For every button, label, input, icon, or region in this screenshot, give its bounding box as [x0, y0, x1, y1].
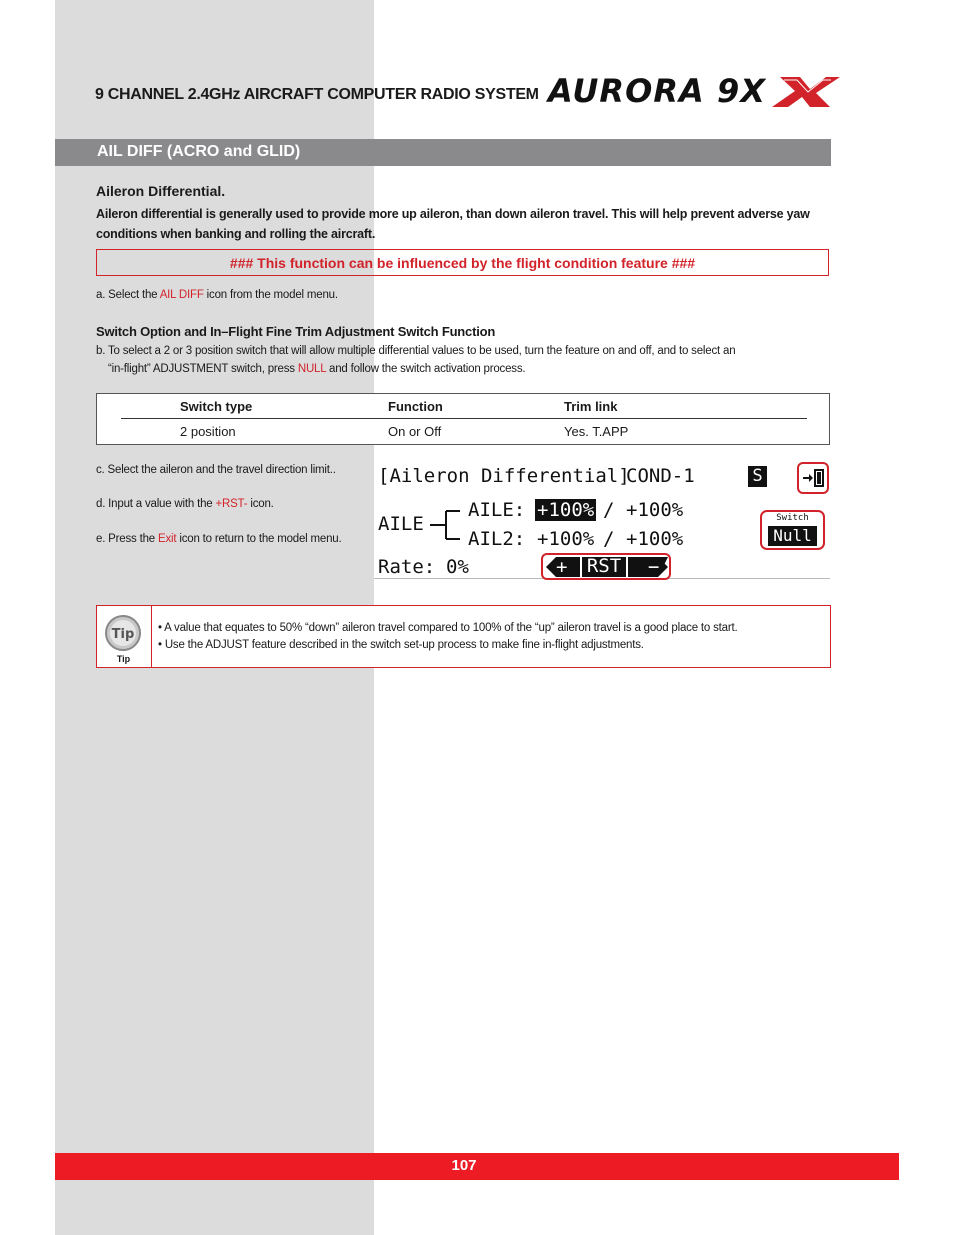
row1-sep: / — [603, 499, 615, 521]
step-e: e. Press the Exit icon to return to the model menu. — [96, 533, 342, 545]
svg-text:Tip: Tip — [111, 627, 135, 642]
table-header: Trim link — [564, 399, 618, 414]
lcd-aile-label: AILE — [378, 513, 424, 535]
page-number: 107 — [451, 1157, 477, 1174]
table-header-divider — [121, 418, 807, 419]
intro-text: Aileron differential is generally used to provide more up aileron, than down aileron travel. This will help prevent adverse yaw conditions when banking and rolling the aircraft. — [96, 207, 810, 241]
rate-value: 0% — [446, 556, 469, 578]
table-header: Switch type — [180, 399, 253, 414]
plus-button[interactable]: + — [556, 556, 568, 578]
exit-icon — [799, 464, 827, 492]
tip-line: • Use the ADJUST feature described in the switch set-up process to make fine in-flight adjustments. — [158, 639, 644, 651]
step-c: c. Select the aileron and the travel direction limit.. — [96, 464, 336, 476]
ail-diff-link: AIL DIFF — [159, 289, 204, 301]
row1-value-selected[interactable]: +100% — [537, 499, 595, 521]
s-badge: S — [748, 466, 767, 487]
step-d: d. Input a value with the +RST- icon. — [96, 498, 274, 510]
rate-label: Rate: — [378, 556, 436, 578]
lcd-title: [Aileron Differential] — [378, 465, 630, 487]
row2-sep: / — [603, 528, 615, 550]
row1-label: AILE: — [468, 499, 526, 521]
subheading: Aileron Differential. — [96, 183, 226, 199]
tip-label: Tip — [116, 654, 131, 664]
table-cell: Yes. T.APP — [564, 424, 629, 439]
rst-link: +RST- — [215, 498, 248, 510]
tip-divider — [151, 605, 152, 668]
lcd-condition: COND-1 — [626, 465, 695, 487]
row2-label: AIL2: — [468, 528, 526, 550]
rst-button[interactable]: RST — [580, 555, 628, 577]
step-b: b. To select a 2 or 3 position switch that will allow multiple differential values to be used, turn the feature on and off, and to select an “in-flight” ADJUSTMENT switch, press NULL and follow the switch activation process. — [96, 345, 736, 375]
switch-value: Null — [768, 526, 817, 546]
svg-text:AURORA 9X: AURORA 9X — [548, 74, 766, 108]
table-header: Function — [388, 399, 443, 414]
aurora-logo — [544, 74, 840, 108]
logo-x-mark — [772, 77, 840, 107]
switch-label: Switch — [776, 513, 809, 523]
tip-icon — [104, 614, 142, 652]
table-cell: On or Off — [388, 424, 442, 439]
table-cell: 2 position — [180, 424, 236, 439]
warning-text: ### This function can be influenced by the flight condition feature ### — [229, 255, 696, 271]
row2-value2[interactable]: +100% — [626, 528, 684, 550]
minus-button[interactable]: − — [648, 556, 660, 578]
switch-heading: Switch Option and In–Flight Fine Trim Adjustment Switch Function — [96, 324, 496, 339]
tip-text — [158, 620, 737, 654]
section-title: AIL DIFF (ACRO and GLID) — [97, 143, 301, 160]
row1-value2[interactable]: +100% — [626, 499, 684, 521]
null-link: NULL — [297, 363, 327, 375]
exit-button[interactable] — [797, 462, 829, 494]
tip-line: • A value that equates to 50% “down” aileron travel compared to 100% of the “up” aileron travel is a good place to start. — [158, 622, 738, 634]
switch-button[interactable] — [760, 510, 825, 550]
exit-link: Exit — [157, 533, 177, 545]
header-title: 9 CHANNEL 2.4GHz AIRCRAFT COMPUTER RADIO SYSTEM — [95, 86, 539, 103]
lcd-bracket — [430, 505, 470, 553]
row2-value[interactable]: +100% — [537, 528, 595, 550]
step-a: a. Select the AIL DIFF icon from the model menu. — [96, 289, 338, 301]
